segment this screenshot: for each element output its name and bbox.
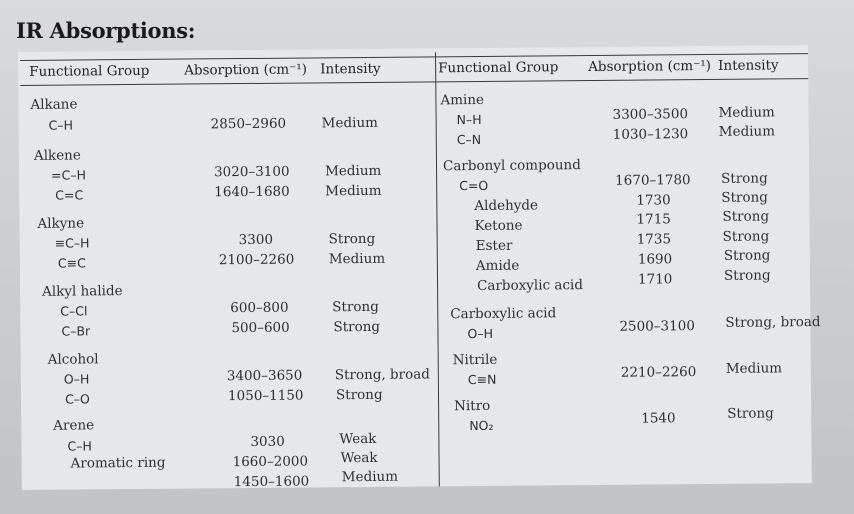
sub-category-label: Ketone [474,217,523,235]
category-label: Carbonyl compound [442,157,581,175]
intensity-value: Medium [324,162,382,180]
intensity-value: Strong, broad [334,366,430,384]
bond-label: C≡N [467,371,497,388]
left-header-intensity: Intensity [320,60,381,78]
absorption-value: 500–600 [231,319,290,337]
absorption-value: 1670–1780 [615,172,691,189]
absorption-value: 600–800 [230,299,289,317]
intensity-value: Strong [722,208,770,225]
absorption-value: 1735 [636,231,672,248]
absorption-value: 3030 [250,433,285,450]
intensity-value: Medium [718,123,776,140]
intensity-value: Strong [723,267,771,284]
absorption-value: 3020–3100 [213,163,290,181]
left-header-absorption: Absorption (cm⁻¹) [184,61,308,79]
intensity-value: Medium [325,182,382,200]
category-label: Nitro [454,397,491,415]
intensity-value: Weak [339,430,377,448]
bond-label: C–Br [61,323,91,339]
bond-label: =C–H [51,167,87,183]
intensity-value: Medium [718,104,775,121]
absorption-value: 2500–3100 [619,318,695,335]
bond-label: N–H [456,111,482,128]
right-header-functional-group: Functional Group [438,59,559,77]
absorption-value: 1450–1600 [233,473,310,491]
bond-label: O–H [63,371,90,387]
page-title: IR Absorptions: [16,18,196,43]
category-label: Arene [53,417,95,434]
intensity-value: Strong [727,405,774,422]
absorption-value: 2100–2260 [218,251,295,269]
intensity-value: Medium [328,250,386,268]
absorption-value: 2850–2960 [210,115,287,133]
intensity-value: Strong [721,189,768,206]
intensity-value: Strong [335,386,383,404]
absorption-value: 1030–1230 [612,126,689,143]
intensity-value: Strong [328,230,376,248]
bond-label: C≡C [57,255,86,271]
bond-label: O–H [467,325,494,342]
category-label: Nitrile [452,351,498,369]
absorption-value: 1710 [637,271,673,288]
bond-label: ≡C–H [54,235,90,251]
absorption-value: 2210–2260 [620,364,697,381]
category-label: Alkane [30,96,78,113]
right-header-intensity: Intensity [718,57,779,74]
category-label: Alkyne [37,215,85,232]
intensity-value: Strong [333,318,381,336]
right-header-absorption: Absorption (cm⁻¹) [588,57,712,76]
intensity-value: Medium [321,114,378,132]
sub-category-label: Amide [475,257,520,275]
bond-label: C–N [456,131,482,148]
intensity-value: Medium [725,360,783,377]
bond-label: C–Cl [60,303,88,319]
absorption-value: 1660–2000 [232,453,309,471]
sub-category-label: Carboxylic acid [476,277,584,295]
bond-label: C–O [64,391,90,407]
intensity-value: Strong [722,228,770,245]
absorption-value: 3300–3500 [612,106,689,123]
intensity-value: Strong, broad [725,314,821,331]
absorption-value: 1730 [636,192,671,209]
bond-label: C–H [67,438,92,454]
intensity-value: Medium [341,468,399,486]
category-label: Amine [440,91,485,109]
absorption-value: 1540 [641,410,676,427]
sub-category-label: Aldehyde [474,197,539,215]
intensity-value: Strong [723,247,771,264]
ir-absorption-table [18,45,821,491]
absorption-value: 3300 [238,231,274,249]
bond-label: C=O [459,177,489,194]
category-label: Alkene [33,147,81,164]
column-divider [435,52,440,486]
category-label: Alcohol [47,351,99,368]
bond-label: C–H [48,117,74,133]
intensity-value: Strong [332,298,379,316]
category-label: Carboxylic acid [450,305,557,323]
absorption-value: 3400–3650 [226,367,303,385]
category-label: Alkyl halide [42,283,123,300]
absorption-value: 1640–1680 [214,183,290,201]
intensity-value: Strong [721,170,768,187]
absorption-value: 1690 [637,251,673,268]
intensity-value: Weak [340,449,378,467]
absorption-value: 1050–1150 [227,387,304,405]
sub-category-label: Ester [475,237,513,255]
bond-label: C=C [55,187,84,203]
bond-label: NO₂ [469,417,494,434]
left-header-functional-group: Functional Group [29,62,150,80]
header-bottom-divider [20,78,808,86]
bond-label: Aromatic ring [70,454,166,472]
absorption-value: 1715 [636,211,671,228]
